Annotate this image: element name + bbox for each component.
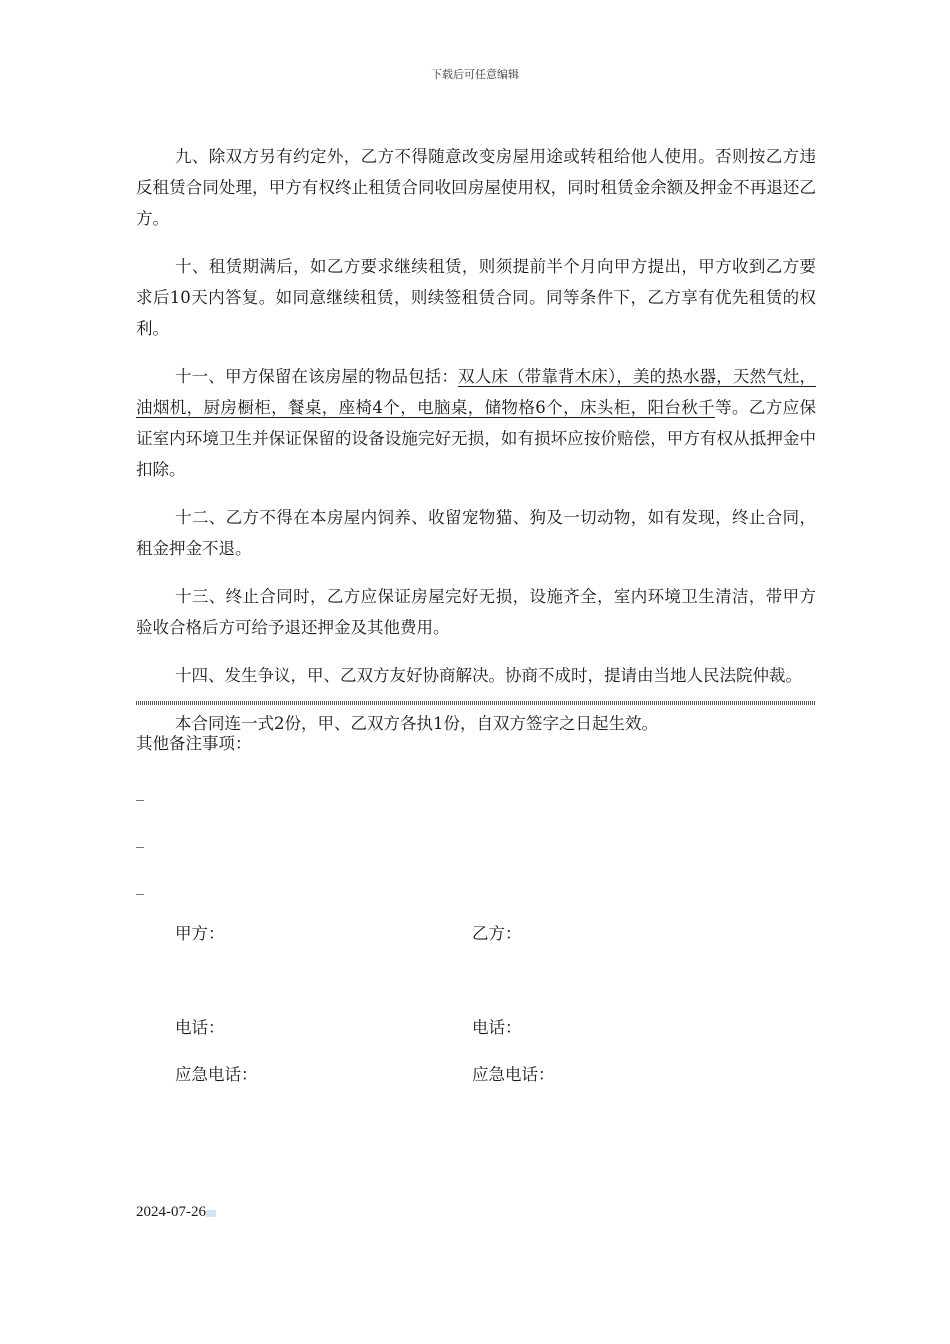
party-b-label: 乙方： (472, 924, 522, 943)
contract-body (136, 141, 816, 756)
retained-items: 双人床（带靠背木床），美的热水器，天然气灶，油烟机，厨房橱柜，餐桌，座椅4个，电脑桌，储物格6个，床头柜，阳台秋千 (136, 367, 817, 417)
footer-date: 2024-07-26 (136, 1204, 206, 1220)
party-b-emergency-phone-label: 应急电话： (472, 1065, 555, 1084)
clause-11 (136, 361, 816, 485)
text-cursor-highlight (206, 1210, 216, 1217)
party-b-phone-label: 电话： (472, 1018, 522, 1037)
clause-13: 十三、终止合同时，乙方应保证房屋完好无损，设施齐全，室内环境卫生清洁，带甲方验收合格后方可给予退还押金及其他费用。 (136, 587, 816, 637)
clause-12: 十二、乙方不得在本房屋内饲养、收留宠物猫、狗及一切动物，如有发现，终止合同，租金押金不退。 (136, 508, 816, 558)
remark-line: _ (136, 829, 144, 848)
clause-11-prefix: 十一、甲方保留在该房屋的物品包括： (175, 367, 459, 386)
clause-14: 十四、发生争议，甲、乙双方友好协商解决。协商不成时，提请由当地人民法院仲裁。 (175, 666, 802, 685)
party-a-phone-label: 电话： (175, 1018, 225, 1037)
remark-line: _ (136, 782, 144, 801)
remarks-label: 其他备注事项： (136, 734, 252, 753)
clause-9: 九、除双方另有约定外，乙方不得随意改变房屋用途或转租给他人使用。否则按乙方违反租赁合同处理，甲方有权终止租赁合同收回房屋使用权，同时租赁金余额及押金不再退还乙方。 (136, 147, 816, 228)
copies-clause: 本合同连一式2份，甲、乙双方各执1份，自双方签字之日起生效。 (175, 714, 658, 733)
footer-date-line (136, 1204, 216, 1221)
party-a-label: 甲方： (175, 924, 225, 943)
remark-line: _ (136, 876, 144, 895)
dotted-divider (136, 701, 816, 705)
clause-10: 十、租赁期满后，如乙方要求继续租赁，则须提前半个月向甲方提出，甲方收到乙方要求后10天内答复。如同意继续租赁，则续签租赁合同。同等条件下，乙方享有优先租赁的权利。 (136, 257, 816, 338)
party-a-emergency-phone-label: 应急电话： (175, 1065, 258, 1084)
clause-11-suffix: 等。乙方应保证室内环境卫生并保证保留的设备设施完好无损，如有损坏应按价赔偿，甲方有权从抵押金中扣除。 (136, 398, 817, 479)
page-header: 下载后可任意编辑 (431, 68, 519, 81)
